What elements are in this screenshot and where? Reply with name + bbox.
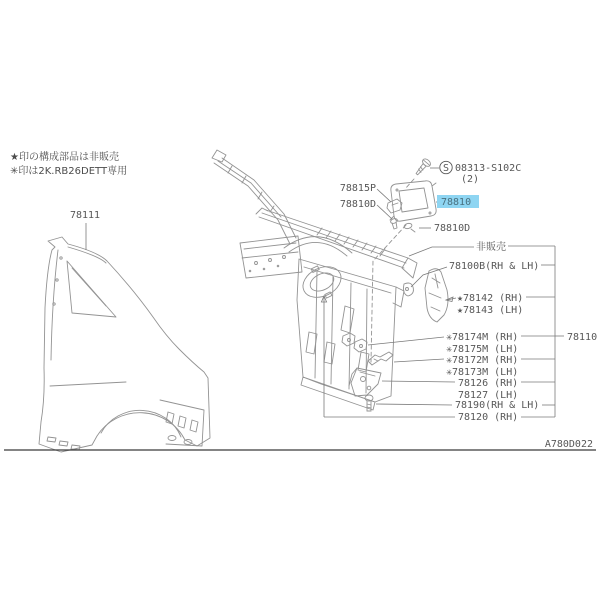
legend-note-asterisk: ✳印は2K.RB26DETT専用 <box>10 166 128 177</box>
callout-78190[interactable]: 78190(RH & LH) <box>455 400 540 411</box>
callout-78172m[interactable]: ✳78172M (RH) <box>446 355 519 366</box>
label-not-for-sale: 非販売 <box>476 242 506 253</box>
callout-78100b[interactable]: 78100B(RH & LH) <box>449 261 540 272</box>
callout-78110[interactable]: 78110 <box>567 332 598 343</box>
callout-labels <box>10 150 597 423</box>
callout-78815p[interactable]: 78815P <box>339 183 376 194</box>
circled-s-letter: S <box>442 163 450 174</box>
rear-quarter-panel-lh-art <box>39 237 210 452</box>
callout-78111[interactable]: 78111 <box>69 210 101 221</box>
fuel-filler-lid-art <box>390 181 436 221</box>
callout-78173m[interactable]: ✳78173M (LH) <box>446 367 519 378</box>
lid-bolt-right-art <box>403 223 415 232</box>
callout-78810-selected[interactable]: 78810 <box>441 197 472 208</box>
rail-brace-art <box>425 269 448 322</box>
bent-bracket-art <box>368 352 393 365</box>
footer <box>4 439 596 450</box>
clip-pair-art <box>342 333 367 352</box>
callout-78810d-right[interactable]: 78810D <box>434 223 471 234</box>
callout-08313-s102c[interactable]: 08313-S102C <box>455 163 522 174</box>
legend-note-star: ★印の構成部品は非販売 <box>10 152 119 163</box>
lid-bracket-art <box>387 199 402 213</box>
screw-axis-dash <box>405 179 414 189</box>
inner-clip-art <box>404 283 414 296</box>
callout-78810d-left[interactable]: 78810D <box>339 199 376 210</box>
callout-78120[interactable]: 78120 (RH) <box>458 412 519 423</box>
callout-78175m[interactable]: ✳78175M (LH) <box>446 344 519 355</box>
callout-78126[interactable]: 78126 (RH) <box>458 378 519 389</box>
callout-78142[interactable]: ★78142 (RH) <box>457 293 524 304</box>
callout-78143[interactable]: ★78143 (LH) <box>457 305 524 316</box>
callout-78174m[interactable]: ✳78174M (RH) <box>446 332 519 343</box>
callout-78127[interactable]: 78127 (LH) <box>458 390 519 401</box>
roof-rail-art <box>212 150 302 278</box>
diagram-code: A780D022 <box>544 439 593 450</box>
callout-screw-qty: (2) <box>461 174 480 185</box>
screw-art <box>413 157 431 177</box>
